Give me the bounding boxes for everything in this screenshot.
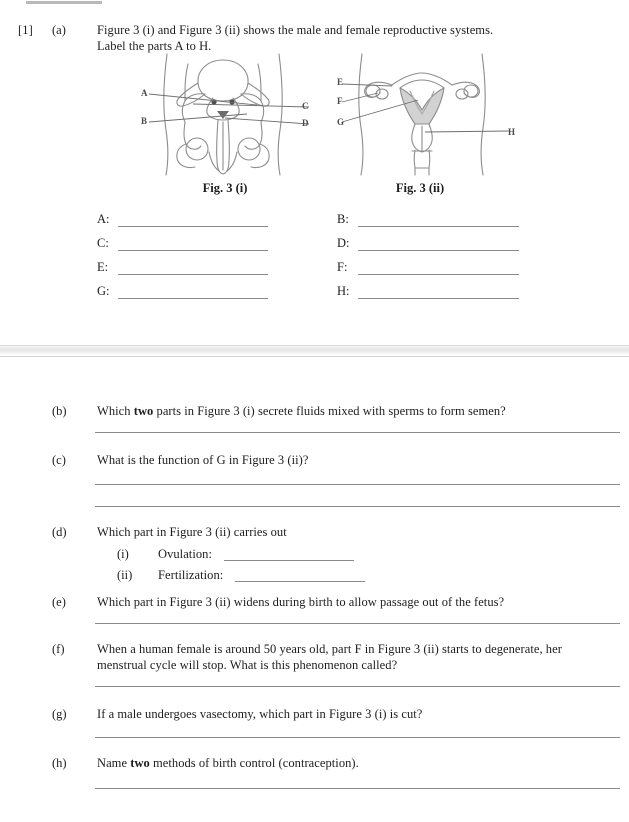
part-letter-f: (f) bbox=[52, 642, 65, 656]
answer-line-b-1[interactable] bbox=[95, 432, 620, 433]
part-f-line1: When a human female is around 50 years old, part F in Figure 3 (ii) starts to degenerate, her bbox=[97, 642, 562, 656]
part-d-sub-i-label: Ovulation: bbox=[158, 547, 212, 561]
page-top-cut-artifact bbox=[26, 1, 102, 4]
figure-female-label-e: E bbox=[337, 77, 344, 87]
figure-male-label-b: B bbox=[141, 116, 148, 126]
part-letter-a: (a) bbox=[52, 23, 66, 37]
question-number: [1] bbox=[18, 23, 33, 37]
blank-line-a[interactable] bbox=[118, 226, 268, 227]
part-g-text: If a male undergoes vasectomy, which part in Figure 3 (i) is cut? bbox=[97, 707, 423, 721]
blank-line-e[interactable] bbox=[118, 274, 268, 275]
blank-key-a: A: bbox=[97, 212, 110, 226]
blank-line-h[interactable] bbox=[358, 298, 519, 299]
answer-line-g-1[interactable] bbox=[95, 737, 620, 738]
figure-female-label-f: F bbox=[337, 96, 343, 106]
part-b-text-pre: Which bbox=[97, 404, 134, 418]
figure-male-svg bbox=[133, 52, 313, 177]
part-c-text: What is the function of G in Figure 3 (ii)? bbox=[97, 453, 309, 467]
answer-line-d-i[interactable] bbox=[224, 560, 354, 561]
figure-male-label-d: D bbox=[302, 118, 309, 128]
blank-line-c[interactable] bbox=[118, 250, 268, 251]
page-separator-edge-bottom bbox=[0, 356, 629, 357]
part-letter-e: (e) bbox=[52, 595, 66, 609]
part-letter-g: (g) bbox=[52, 707, 67, 721]
part-letter-d: (d) bbox=[52, 525, 67, 539]
figure-female-svg bbox=[330, 52, 515, 177]
figure-male-reproductive-system bbox=[133, 52, 313, 177]
part-a-line1: Figure 3 (i) and Figure 3 (ii) shows the male and female reproductive systems. bbox=[97, 23, 494, 37]
blank-line-f[interactable] bbox=[358, 274, 519, 275]
figure-female-label-h: H bbox=[508, 127, 516, 137]
blank-line-g[interactable] bbox=[118, 298, 268, 299]
part-d-sub-i-number: (i) bbox=[117, 547, 129, 561]
part-b-text bbox=[97, 403, 597, 420]
blank-key-e: E: bbox=[97, 260, 109, 274]
figure-female-caption: Fig. 3 (ii) bbox=[395, 181, 445, 195]
part-e-text: Which part in Figure 3 (ii) widens during birth to allow passage out of the fetus? bbox=[97, 595, 505, 609]
figure-female-label-g: G bbox=[337, 117, 345, 127]
part-b-text-post: parts in Figure 3 (i) secrete fluids mixed with sperms to form semen? bbox=[153, 404, 506, 418]
blank-key-d: D: bbox=[337, 236, 350, 250]
part-h-text-post: methods of birth control (contraception). bbox=[149, 756, 359, 770]
part-b-text-bold: two bbox=[133, 404, 154, 418]
blank-line-b[interactable] bbox=[358, 226, 519, 227]
figure-male-label-a: A bbox=[141, 88, 148, 98]
answer-line-d-ii[interactable] bbox=[235, 581, 365, 582]
answer-line-c-1[interactable] bbox=[95, 484, 620, 485]
page-separator bbox=[0, 345, 629, 357]
blank-key-c: C: bbox=[97, 236, 109, 250]
part-h-text bbox=[97, 755, 597, 772]
blank-key-g: G: bbox=[97, 284, 110, 298]
figure-male-caption: Fig. 3 (i) bbox=[202, 181, 248, 195]
answer-line-h-1[interactable] bbox=[95, 788, 620, 789]
part-h-text-pre: Name bbox=[97, 756, 131, 770]
part-f-line2: menstrual cycle will stop. What is this phenomenon called? bbox=[97, 658, 398, 672]
blank-key-f: F: bbox=[337, 260, 348, 274]
blank-key-b: B: bbox=[337, 212, 349, 226]
answer-line-c-2[interactable] bbox=[95, 506, 620, 507]
page-separator-edge-top bbox=[0, 345, 629, 346]
part-letter-c: (c) bbox=[52, 453, 66, 467]
blank-key-h: H: bbox=[337, 284, 350, 298]
part-a-line2: Label the parts A to H. bbox=[97, 39, 212, 53]
part-d-sub-ii-number: (ii) bbox=[117, 568, 133, 582]
part-letter-h: (h) bbox=[52, 756, 67, 770]
figure-male-label-c: C bbox=[302, 101, 309, 111]
part-h-text-bold: two bbox=[130, 756, 150, 770]
blank-line-d[interactable] bbox=[358, 250, 519, 251]
answer-line-f-1[interactable] bbox=[95, 686, 620, 687]
figure-female-reproductive-system bbox=[330, 52, 515, 177]
page-separator-band bbox=[0, 345, 629, 355]
part-letter-b: (b) bbox=[52, 404, 67, 418]
answer-line-e-1[interactable] bbox=[95, 623, 620, 624]
part-d-sub-ii-label: Fertilization: bbox=[158, 568, 224, 582]
part-d-text: Which part in Figure 3 (ii) carries out bbox=[97, 525, 287, 539]
